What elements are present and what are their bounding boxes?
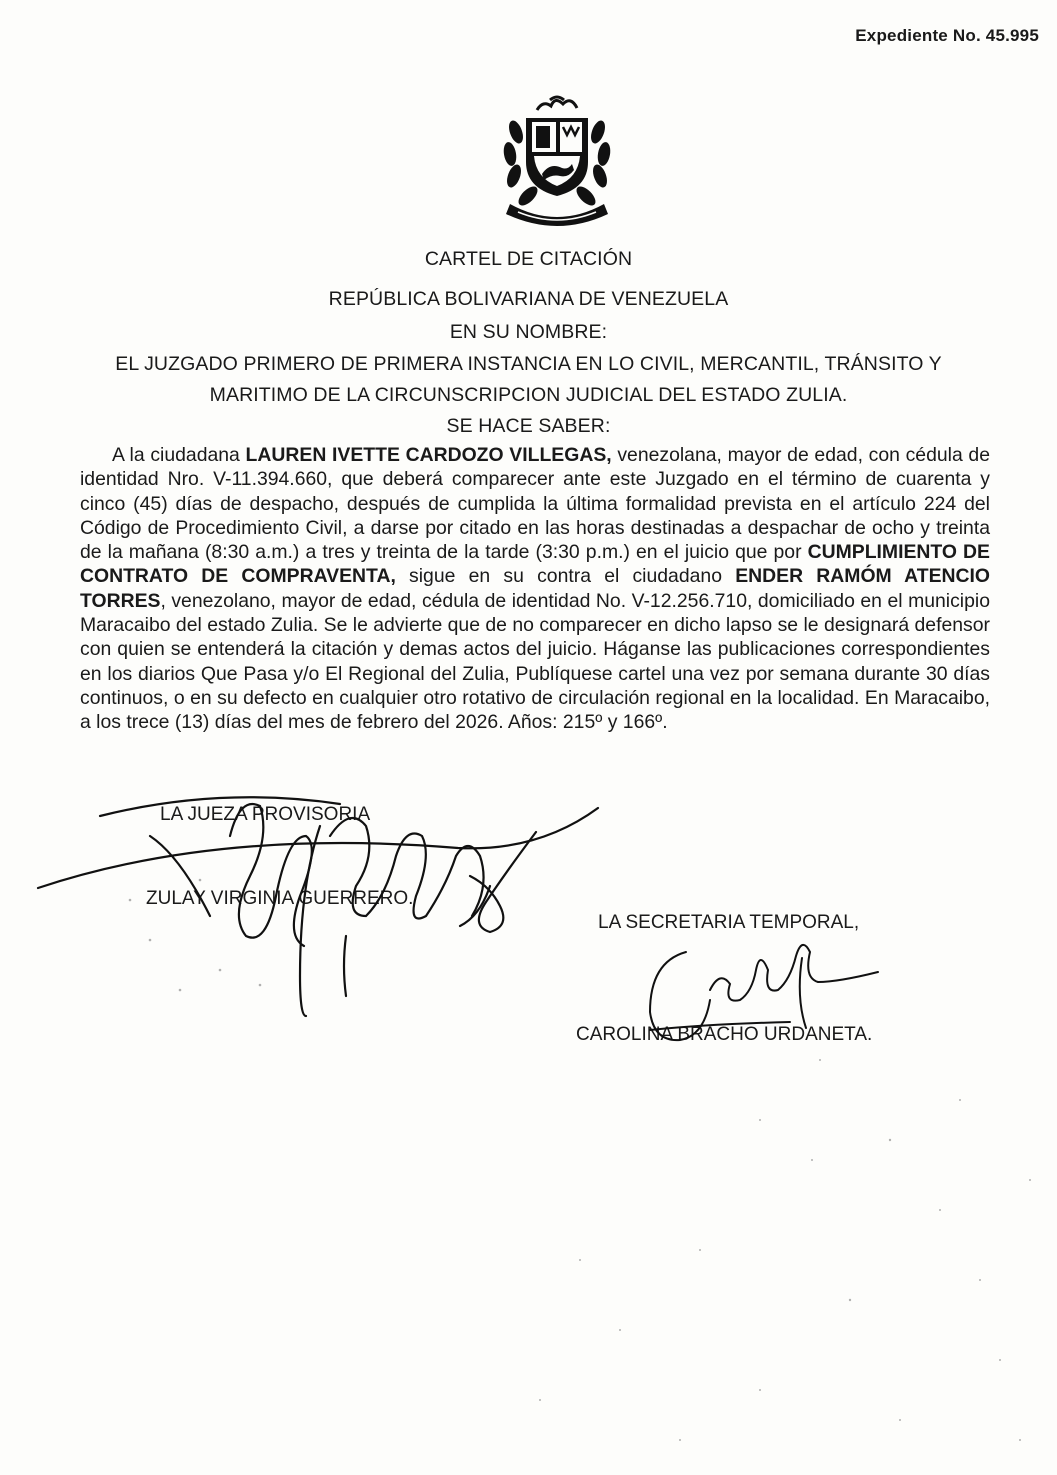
case-type: CUMPLIMIENTO DE CONTRATO DE COMPRAVENTA, [80,541,990,588]
citation-paragraph [80,443,990,735]
body-text-part-1: venezolana, mayor de edad, con cédula de identidad Nro. V-11.394.660, que deberá comparecer ante este Juzgado en el término de cuarenta y cinco (45) días de despacho, después de cumplida la última formalidad prevista en el artículo 224 del Código de Procedimiento Civil, a darse por citado en las horas destinadas a despachar de ocho y treinta de la mañana (8:30 a.m.) a tres y treinta de la tarde (3:30 p.m.) en el juicio que por [80,444,991,564]
judge-title: LA JUEZA PROVISORIA [160,804,371,825]
expediente-number: Expediente No. 45.995 [855,26,1039,45]
plaintiff-name: ENDER RAMÓM ATENCIO TORRES [80,565,990,612]
citation-body [80,443,990,735]
body-text-part-2: sigue en su contra el ciudadano [395,565,736,588]
se-hace-saber-line: SE HACE SABER: [446,415,611,437]
cited-person-name: LAUREN IVETTE CARDOZO VILLEGAS, [245,444,612,466]
venezuela-coat-of-arms-icon [492,92,622,226]
court-line-1: EL JUZGADO PRIMERO DE PRIMERA INSTANCIA EN LO CIVIL, MERCANTIL, TRÁNSITO Y [115,353,942,375]
en-su-nombre-line: EN SU NOMBRE: [449,321,608,343]
secretary-name: CAROLINA BRACHO URDANETA. [576,1024,873,1045]
secretary-title: LA SECRETARIA TEMPORAL, [598,912,860,933]
intro-text: A la ciudadana [112,444,246,466]
document-title: CARTEL DE CITACIÓN [424,248,633,270]
republic-line: REPÚBLICA BOLIVARIANA DE VENEZUELA [328,288,729,310]
judge-name: ZULAY VIRGINIA GUERRERO. [146,888,414,909]
court-line-2: MARITIMO DE LA CIRCUNSCRIPCION JUDICIAL DEL ESTADO ZULIA. [209,384,848,406]
body-text-part-3: , venezolano, mayor de edad, cédula de identidad No. V-12.256.710, domiciliado en el municipio Maracaibo del estado Zulia. Se le advierte que de no comparecer en dicho lapso se le designará defensor con quien se entenderá la citación y demas actos del juicio. Háganse las publicaciones correspondientes en los diarios Que Pasa y/o El Regional del Zulia, Publíquese cartel una vez por semana durante 30 días continuos, o en su defecto en cualquier otro rotativo de circulación regional en la localidad. En Maracaibo, a los trece (13) días del mes de febrero del 2026. Años: 215º y 166º. [80,589,990,734]
